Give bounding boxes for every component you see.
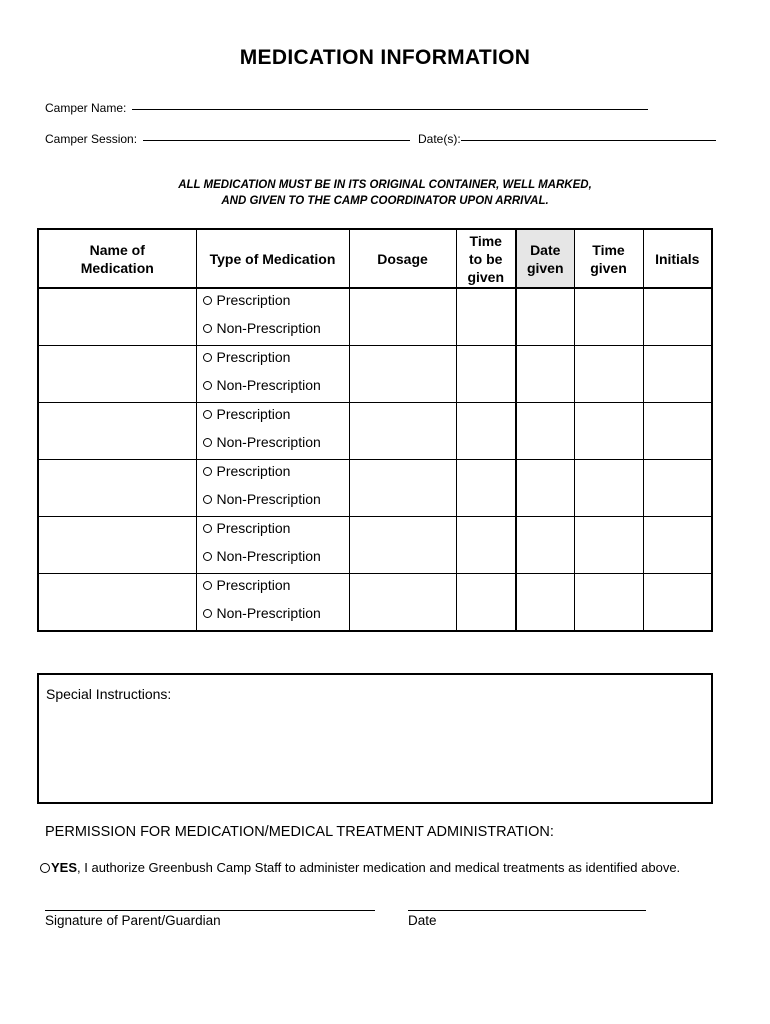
prescription-radio-icon[interactable] [203, 353, 212, 362]
notice-line-1: ALL MEDICATION MUST BE IN ITS ORIGINAL CONTAINER, WELL MARKED, [178, 179, 592, 191]
camper-name-label: Camper Name: [45, 101, 127, 115]
type-cell [196, 288, 349, 346]
dosage-cell[interactable] [349, 346, 456, 403]
prescription-radio-icon[interactable] [203, 524, 212, 533]
permission-heading: PERMISSION FOR MEDICATION/MEDICAL TREATMENT ADMINISTRATION: [45, 824, 554, 840]
time-given-cell[interactable] [574, 346, 643, 403]
notice [0, 177, 770, 209]
table-row [38, 288, 712, 346]
prescription-label: Prescription [216, 292, 291, 308]
name-cell[interactable] [38, 346, 196, 403]
prescription-label: Prescription [216, 463, 291, 479]
dates-row [418, 132, 716, 146]
prescription-label: Prescription [216, 406, 291, 422]
prescription-label: Prescription [216, 520, 291, 536]
non-prescription-option[interactable] [197, 602, 349, 630]
dosage-cell[interactable] [349, 574, 456, 632]
prescription-option[interactable] [197, 517, 349, 545]
dosage-cell[interactable] [349, 403, 456, 460]
camper-session-label: Camper Session: [45, 132, 138, 146]
header-dosage: Dosage [349, 229, 456, 288]
yes-label: YES [51, 860, 78, 875]
table-row [38, 517, 712, 574]
page-title: MEDICATION INFORMATION [239, 46, 531, 69]
non-prescription-option[interactable] [197, 317, 349, 345]
type-cell [196, 346, 349, 403]
non-prescription-radio-icon[interactable] [203, 495, 212, 504]
non-prescription-label: Non-Prescription [216, 377, 321, 393]
notice-line-2: AND GIVEN TO THE CAMP COORDINATOR UPON ARRIVAL. [221, 195, 549, 207]
non-prescription-label: Non-Prescription [216, 320, 321, 336]
header-date-given: Date given [516, 229, 574, 288]
dosage-cell[interactable] [349, 517, 456, 574]
prescription-label: Prescription [216, 349, 291, 365]
time-to-be-given-cell[interactable] [456, 346, 516, 403]
yes-radio[interactable] [40, 863, 50, 873]
prescription-option[interactable] [197, 403, 349, 431]
dosage-cell[interactable] [349, 288, 456, 346]
prescription-radio-icon[interactable] [203, 467, 212, 476]
non-prescription-label: Non-Prescription [216, 434, 321, 450]
name-cell[interactable] [38, 574, 196, 632]
date-given-cell[interactable] [516, 460, 574, 517]
prescription-option[interactable] [197, 460, 349, 488]
time-given-cell[interactable] [574, 460, 643, 517]
non-prescription-option[interactable] [197, 545, 349, 573]
dates-blank[interactable] [461, 139, 716, 141]
non-prescription-radio-icon[interactable] [203, 609, 212, 618]
initials-cell[interactable] [643, 288, 712, 346]
type-cell [196, 403, 349, 460]
prescription-option[interactable] [197, 289, 349, 317]
date-given-cell[interactable] [516, 517, 574, 574]
time-to-be-given-cell[interactable] [456, 574, 516, 632]
parent-signature-line[interactable] [45, 910, 375, 911]
header-time-given: Time given [574, 229, 643, 288]
header-initials: Initials [643, 229, 712, 288]
prescription-option[interactable] [197, 574, 349, 602]
camper-session-row [45, 132, 410, 146]
special-instructions-label: Special Instructions: [46, 686, 172, 702]
name-cell[interactable] [38, 288, 196, 346]
name-cell[interactable] [38, 517, 196, 574]
authorization-text: , I authorize Greenbush Camp Staff to administer medication and medical treatments as identified above. [77, 860, 681, 875]
date-signature-line[interactable] [408, 910, 646, 911]
special-instructions-box[interactable] [37, 673, 713, 804]
non-prescription-radio-icon[interactable] [203, 552, 212, 561]
header-time-to-be-given: Time to be given [456, 229, 516, 288]
type-cell [196, 517, 349, 574]
camper-name-blank[interactable] [132, 108, 648, 110]
table-row [38, 403, 712, 460]
non-prescription-radio-icon[interactable] [203, 381, 212, 390]
time-given-cell[interactable] [574, 288, 643, 346]
medication-table [37, 228, 713, 632]
table-row [38, 574, 712, 632]
date-given-cell[interactable] [516, 288, 574, 346]
time-to-be-given-cell[interactable] [456, 460, 516, 517]
date-given-cell[interactable] [516, 574, 574, 632]
initials-cell[interactable] [643, 346, 712, 403]
time-to-be-given-cell[interactable] [456, 517, 516, 574]
table-header-row [38, 229, 712, 288]
non-prescription-label: Non-Prescription [216, 605, 321, 621]
dates-label: Date(s): [418, 132, 461, 146]
prescription-option[interactable] [197, 346, 349, 374]
initials-cell[interactable] [643, 460, 712, 517]
time-given-cell[interactable] [574, 517, 643, 574]
initials-cell[interactable] [643, 517, 712, 574]
non-prescription-radio-icon[interactable] [203, 438, 212, 447]
prescription-radio-icon[interactable] [203, 296, 212, 305]
prescription-radio-icon[interactable] [203, 410, 212, 419]
type-cell [196, 574, 349, 632]
prescription-radio-icon[interactable] [203, 581, 212, 590]
non-prescription-option[interactable] [197, 431, 349, 459]
time-given-cell[interactable] [574, 403, 643, 460]
authorization-statement [40, 860, 680, 875]
header-type-of-medication: Type of Medication [196, 229, 349, 288]
non-prescription-option[interactable] [197, 488, 349, 516]
name-cell[interactable] [38, 403, 196, 460]
non-prescription-radio-icon[interactable] [203, 324, 212, 333]
non-prescription-label: Non-Prescription [216, 491, 321, 507]
date-signature-label: Date [408, 913, 437, 928]
parent-signature-label: Signature of Parent/Guardian [45, 913, 221, 928]
initials-cell[interactable] [643, 574, 712, 632]
time-to-be-given-cell[interactable] [456, 288, 516, 346]
camper-name-row [45, 101, 648, 115]
time-given-cell[interactable] [574, 574, 643, 632]
date-given-cell[interactable] [516, 346, 574, 403]
table-row [38, 346, 712, 403]
time-to-be-given-cell[interactable] [456, 403, 516, 460]
date-given-cell[interactable] [516, 403, 574, 460]
non-prescription-label: Non-Prescription [216, 548, 321, 564]
type-cell [196, 460, 349, 517]
initials-cell[interactable] [643, 403, 712, 460]
prescription-label: Prescription [216, 577, 291, 593]
name-cell[interactable] [38, 460, 196, 517]
header-name-of-medication: Name of Medication [38, 229, 196, 288]
camper-session-blank[interactable] [143, 139, 410, 141]
dosage-cell[interactable] [349, 460, 456, 517]
non-prescription-option[interactable] [197, 374, 349, 402]
table-row [38, 460, 712, 517]
